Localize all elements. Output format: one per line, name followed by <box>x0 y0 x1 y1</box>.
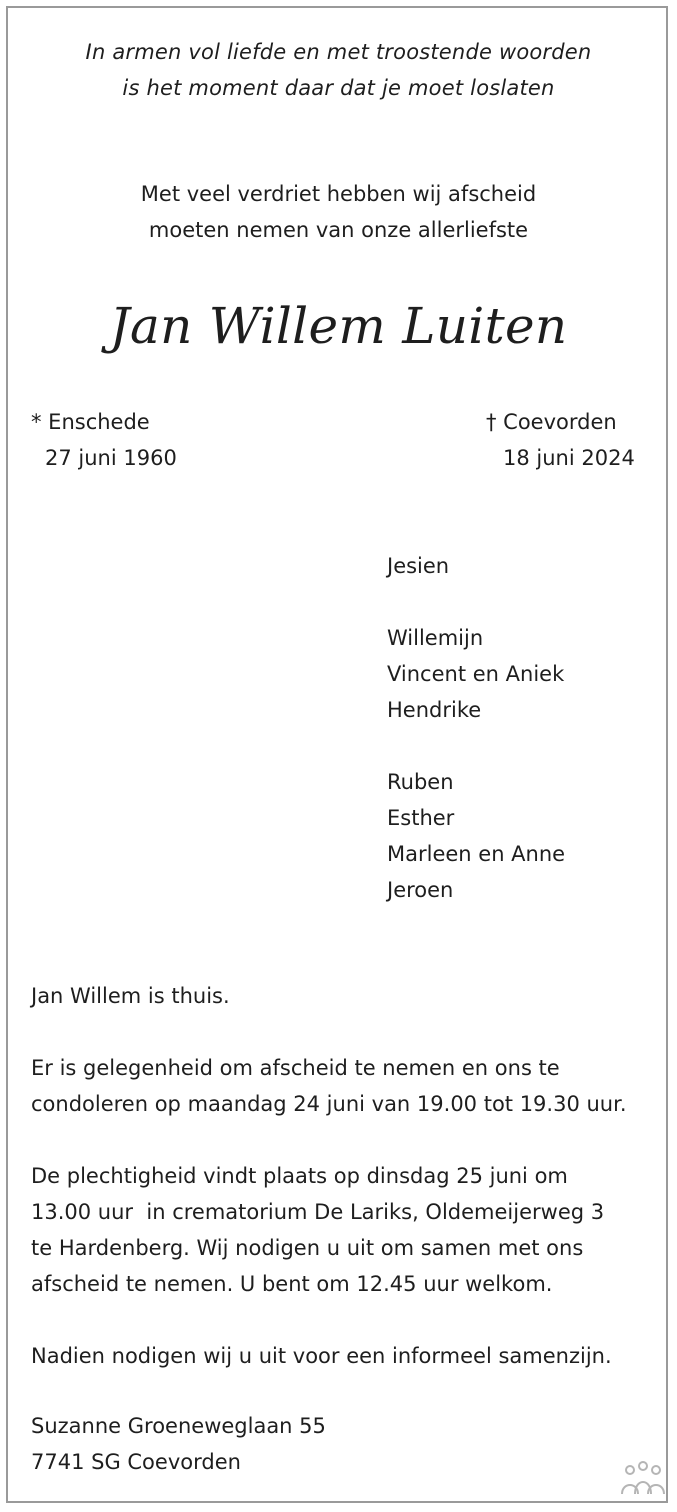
motto-line: is het moment daar dat je moet loslaten <box>122 76 555 100</box>
body-paragraph <box>31 1050 627 1122</box>
body-line: De plechtigheid vindt plaats op dinsdag 25 juni om <box>31 1164 568 1188</box>
body-line: condoleren op maandag 24 juni van 19.00 tot 19.30 uur. <box>31 1092 627 1116</box>
motto <box>0 34 677 106</box>
family-member: Hendrike <box>387 698 482 722</box>
body-line: Jan Willem is thuis. <box>31 984 230 1008</box>
body-line: afscheid te nemen. U bent om 12.45 uur welkom. <box>31 1272 553 1296</box>
intro-line: Met veel verdriet hebben wij afscheid <box>140 182 537 206</box>
intro-text <box>0 176 677 248</box>
deceased-name: Jan Willem Luiten <box>109 297 568 355</box>
intro-line: moeten nemen van onze allerliefste <box>148 218 529 242</box>
family-member: Jeroen <box>387 878 454 902</box>
birth-date: 27 juni 1960 <box>45 446 177 470</box>
family-member: Esther <box>387 806 455 830</box>
family-list <box>387 548 565 908</box>
birth-place: * Enschede <box>31 410 150 434</box>
family-member: Willemijn <box>387 626 484 650</box>
family-member: Jesien <box>387 554 450 578</box>
body-paragraph <box>31 1158 627 1302</box>
address-city: 7741 SG Coevorden <box>31 1450 241 1474</box>
body-line: te Hardenberg. Wij nodigen u uit om samen met ons <box>31 1236 584 1260</box>
address <box>31 1408 326 1480</box>
body-line: Nadien nodigen wij u uit voor een informeel samenzijn. <box>31 1344 612 1368</box>
motto-line: In armen vol liefde en met troostende woorden <box>85 40 592 64</box>
people-group-icon <box>619 1458 667 1498</box>
body-paragraph <box>31 978 627 1014</box>
body-line: Er is gelegenheid om afscheid te nemen en ons te <box>31 1056 560 1080</box>
death-place: † Coevorden <box>486 410 617 434</box>
family-member: Vincent en Aniek <box>387 662 565 686</box>
body-paragraph <box>31 1338 627 1374</box>
family-member: Marleen en Anne <box>387 842 566 866</box>
family-member: Ruben <box>387 770 454 794</box>
address-street: Suzanne Groeneweglaan 55 <box>31 1414 326 1438</box>
announcement-body <box>31 978 627 1410</box>
death-date: 18 juni 2024 <box>503 446 635 470</box>
body-line: 13.00 uur in crematorium De Lariks, Oldemeijerweg 3 <box>31 1200 605 1224</box>
